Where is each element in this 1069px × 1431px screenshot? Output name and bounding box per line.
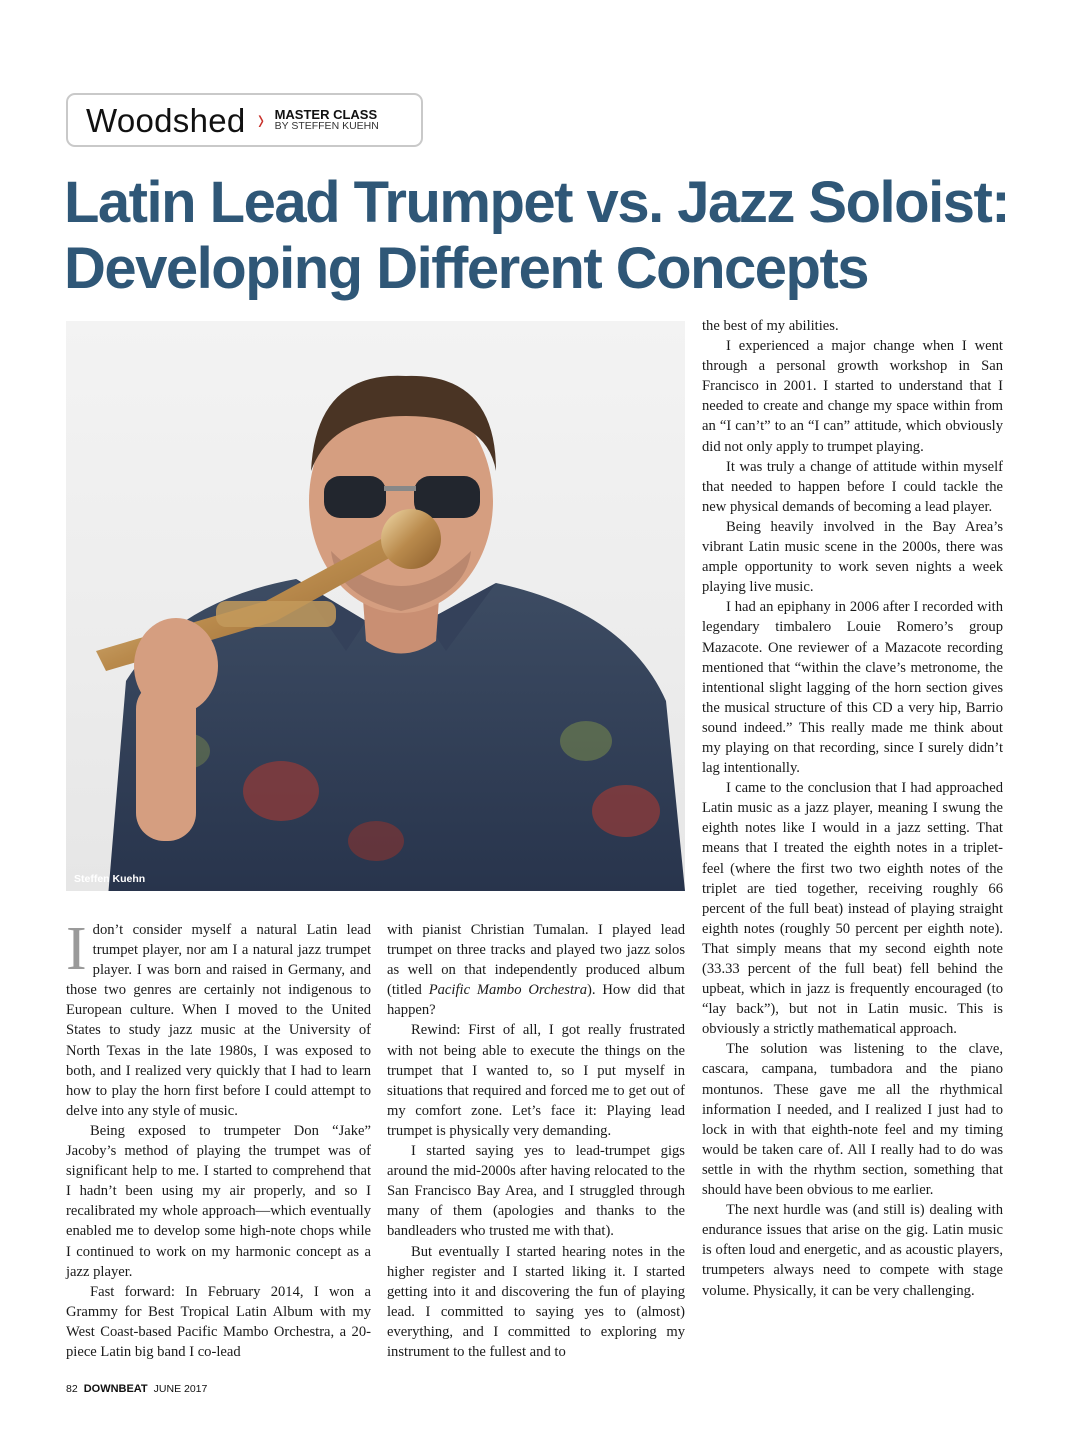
album-title: Pacific Mambo Orchestra <box>428 982 587 999</box>
article-headline <box>64 170 1024 302</box>
magazine-name: DOWNBEAT <box>83 1383 148 1395</box>
portrait-photo <box>66 321 685 891</box>
headline-line-1: Latin Lead Trumpet vs. Jazz Soloist: <box>64 170 1010 235</box>
drop-cap: I <box>66 915 87 983</box>
paragraph-text: don’t consider myself a natural Latin lead trumpet player, nor am I a natural jazz trumpet player. I was born and raised in Germany, and those two genres are certainly not indigenous to European culture. When I moved to the United States to study jazz music at the University of North Texas in the late 1980s, I was exposed to both, and I realized very quickly that I had to learn how to play the horn first before I could attempt to delve into any style of music. <box>66 922 371 1119</box>
paragraph-text: with pianist Christian Tumalan. I played lead trumpet on three tracks and played two jazz solos as well on that independently produced album (titled <box>387 922 685 999</box>
page-footer <box>66 1383 207 1395</box>
paragraph: I experienced a major change when I went through a personal growth workshop in San Francisco in 2001. I started to understand that I needed to create and change my space within from an “I can’t” to an “I can” attitude, which obviously did not only apply to trumpet playing. <box>702 338 1003 455</box>
issue-date: JUNE 2017 <box>153 1383 208 1395</box>
paragraph <box>66 915 371 1121</box>
paragraph: I started saying yes to lead-trumpet gigs around the mid-2000s after having relocated to the San Francisco Bay Area, and I struggled through many of them (apologies and thanks to the bandleaders who trusted me with that). <box>387 1143 685 1240</box>
paragraph-text: ). How did that happen? <box>387 982 685 1019</box>
paragraph: I had an epiphany in 2006 after I recorded with legendary timbalero Louie Romero’s group Mazacote. One reviewer of a Mazacote recording mentioned that “within the clave’s metronome, the intentional slight lagging of the horn section gives the musical structure of this CD a very hip, Barrio sound indeed.” This really made me think about my playing on that recording, since I surely didn’t lag intentionally. <box>702 599 1003 777</box>
article-column-2 <box>387 920 685 1362</box>
paragraph: The next hurdle was (and still is) dealing with endurance issues that arise on the gig. Latin music is often loud and energetic, and as acoustic players, trumpeters always need to compete with stage volume. Physically, it can be very challenging. <box>702 1202 1003 1299</box>
headline-line-2: Developing Different Concepts <box>64 236 869 301</box>
paragraph: Fast forward: In February 2014, I won a Grammy for Best Tropical Latin Album with my West Coast-based Pacific Mambo Orchestra, a 20-piece Latin big band I co-lead <box>66 1283 371 1360</box>
section-meta <box>275 108 379 133</box>
section-tag <box>66 93 423 147</box>
photo-credit: Steffen Kuehn <box>74 873 146 885</box>
paragraph: The solution was listening to the clave, cascara, campana, tumbadora and the piano montunos. These gave me all the rhythmical information I needed, and I realized I just had to lock in with that eighth-note feel and my timing would be taken care of. All I really had to do was settle in with the rhythm section, something that should have been obvious to me earlier. <box>702 1041 1003 1199</box>
paragraph: I came to the conclusion that I had approached Latin music as a jazz player, meaning I swung the eighth notes like I would in a jazz setting. That means that I treated the eighth notes in a triplet-feel (where the first two two eighth notes of the triplet are tied together, receiving roughly 66 percent of the full beat) instead of playing straight eighth notes (roughly 50 percent per eighth note). That simply means that my second eighth note (33.33 percent of the full beat) fell behind the upbeat, which in jazz is frequently encouraged (to “lay back”), but not in Latin music. This is obviously a strictly mathematical approach. <box>702 780 1003 1038</box>
section-label: MASTER CLASS <box>274 106 378 122</box>
paragraph: Being exposed to trumpeter Don “Jake” Jacoby’s method of playing the trumpet was of significant help to me. I started to comprehend that I hadn’t been using my air properly, and so I recalibrated my whole approach—which eventually enabled me to develop some high-note chops while I continued to work on my harmonic concept as a jazz player. <box>66 1122 371 1280</box>
paragraph: Being heavily involved in the Bay Area’s vibrant Latin music scene in the 2000s, there was ample opportunity to work seven nights a week playing live music. <box>702 518 1003 596</box>
article-column-3 <box>702 316 1003 1301</box>
paragraph: But eventually I started hearing notes in the higher register and I started liking it. I started getting into it and discovering the fun of playing lead. I committed to saying yes to (almost) everything, and I committed to exploring my instrument to the fullest and to <box>387 1243 685 1360</box>
chevron-right-icon: › <box>257 103 264 136</box>
paragraph <box>387 920 685 1020</box>
section-name: Woodshed <box>86 101 246 139</box>
portrait-illustration <box>66 321 685 891</box>
byline: BY STEFFEN KUEHN <box>274 120 379 133</box>
paragraph: It was truly a change of attitude within myself that needed to happen before I could tackle the new physical demands of becoming a lead player. <box>702 458 1003 515</box>
paragraph: the best of my abilities. <box>702 318 839 334</box>
article-column-1 <box>66 915 371 1362</box>
paragraph: Rewind: First of all, I got really frustrated with not being able to execute the things on the trumpet that I wanted to, so I put myself in situations that required and forced me to get out of my comfort zone. Let’s face it: Playing lead trumpet is physically very demanding. <box>387 1022 685 1139</box>
page-number: 82 <box>66 1383 78 1395</box>
